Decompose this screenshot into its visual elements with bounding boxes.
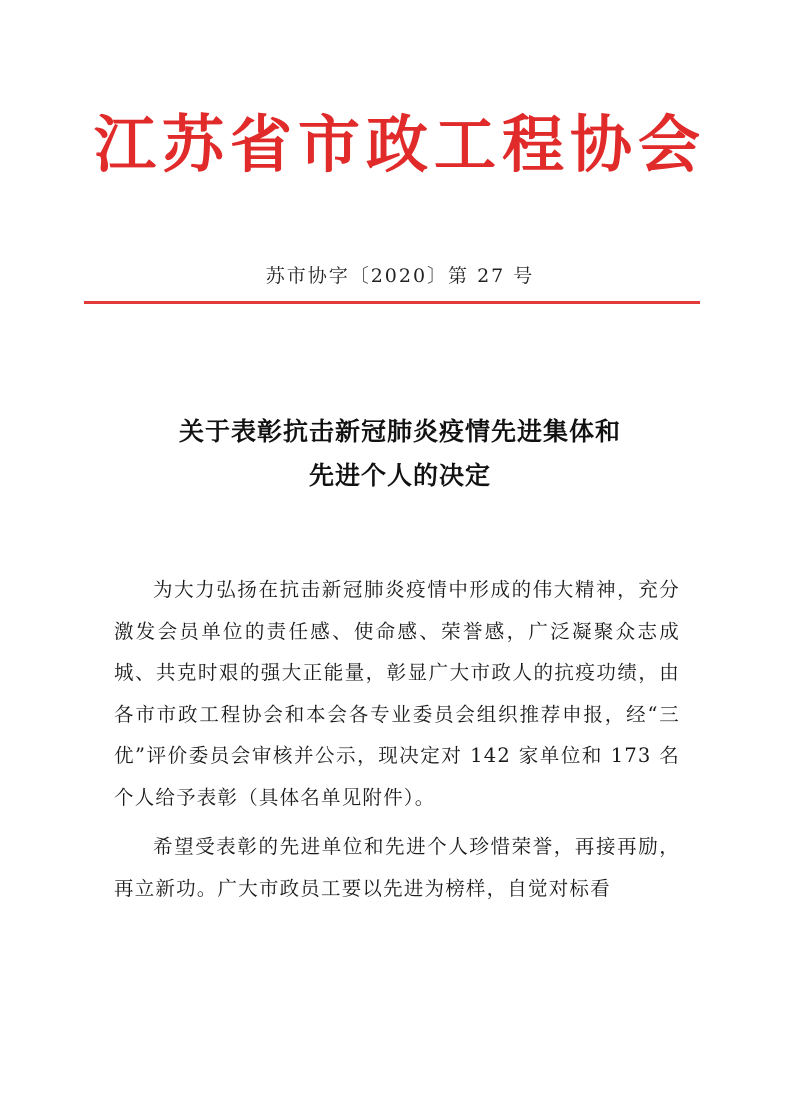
- document-title-line-1: 关于表彰抗击新冠肺炎疫情先进集体和: [178, 417, 621, 446]
- organization-header: 江苏省市政工程协会: [93, 108, 706, 181]
- red-divider-line: [84, 301, 700, 304]
- document-title: [0, 410, 800, 498]
- document-body: [114, 569, 680, 917]
- body-paragraph-2: 希望受表彰的先进单位和先进个人珍惜荣誉，再接再励，再立新功。广大市政员工要以先进为榜样，自觉对标看: [114, 835, 680, 900]
- document-number: 苏市协字〔2020〕第 27 号: [265, 265, 535, 287]
- body-paragraph-1: 为大力弘扬在抗击新冠肺炎疫情中形成的伟大精神，充分激发会员单位的责任感、使命感、荣誉感，广泛凝聚众志成城、共克时艰的强大正能量，彰显广大市政人的抗疫功绩，由各市市政工程协会和本会各专业委员会组织推荐申报，经“三优”评价委员会审核并公示，现决定对 142 家单位和 173 名个人给予表彰（具体名单见附件）。: [114, 578, 680, 809]
- document-title-line-2: 先进个人的决定: [308, 461, 491, 490]
